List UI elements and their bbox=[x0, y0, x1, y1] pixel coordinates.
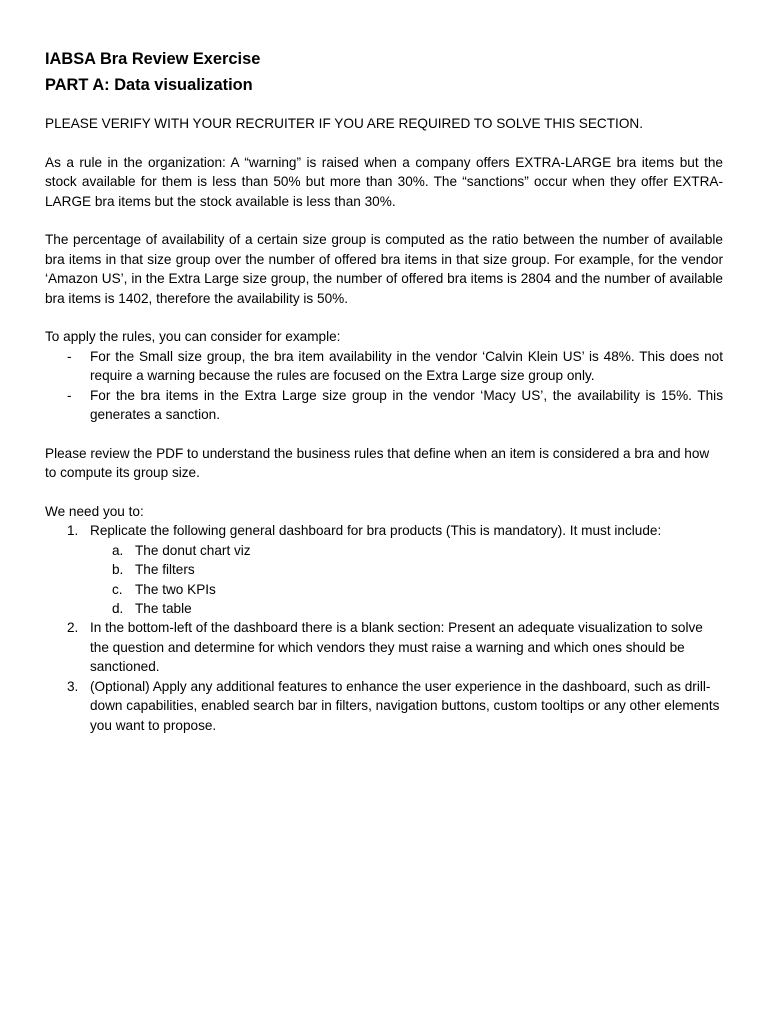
apply-intro: To apply the rules, you can consider for example: bbox=[45, 329, 341, 345]
pdf-paragraph: Please review the PDF to understand the business rules that define when an item is considered a bra and how to compute its group size. bbox=[45, 445, 710, 481]
rule-paragraph: As a rule in the organization: A “warning” is raised when a company offers EXTRA-LARGE bra items but the stock available for them is less than 50% but more than 30%. The “sanctions” occur when they offer EXTRA-LARGE bra items but the stock available is less than 30%. bbox=[45, 154, 723, 209]
examples-list bbox=[45, 347, 723, 425]
list-item bbox=[90, 580, 723, 599]
list-item-text: The two KPIs bbox=[135, 581, 216, 597]
list-marker: a. bbox=[112, 542, 124, 558]
document-title: IABSA Bra Review Exercise bbox=[45, 50, 261, 68]
list-item bbox=[45, 521, 723, 618]
list-item bbox=[90, 599, 723, 618]
list-marker: 2. bbox=[67, 620, 79, 636]
list-marker: 1. bbox=[67, 523, 79, 539]
list-marker: 3. bbox=[67, 678, 79, 694]
list-marker: - bbox=[67, 387, 72, 403]
list-item bbox=[45, 347, 723, 386]
list-item-text: (Optional) Apply any additional features to enhance the user experience in the dashboard, such as drill-down capabilities, enabled search bar in filters, navigation buttons, custom tooltips or any other elements you want to propose. bbox=[90, 678, 720, 733]
need-intro: We need you to: bbox=[45, 504, 144, 520]
subtasks-list bbox=[90, 541, 723, 619]
list-item bbox=[45, 386, 723, 425]
list-marker: b. bbox=[112, 562, 124, 578]
list-item-text: The donut chart viz bbox=[135, 542, 251, 558]
list-item-text: The filters bbox=[135, 562, 195, 578]
list-item-text: The table bbox=[135, 601, 192, 617]
list-item-text: For the Small size group, the bra item availability in the vendor ‘Calvin Klein US’ is 48%. This does not require a warning because the rules are focused on the Extra Large size group only. bbox=[90, 348, 723, 384]
list-item-text: Replicate the following general dashboard for bra products (This is mandatory). It must include: bbox=[90, 523, 662, 539]
percentage-paragraph: The percentage of availability of a certain size group is computed as the ratio between the number of available bra items in that size group over the number of offered bra items in that size group. For example, for the vendor ‘Amazon US’, in the Extra Large size group, the number of offered bra items is 2804 and the number of available bra items is 1402, therefore the availability is 50%. bbox=[45, 232, 723, 306]
list-item bbox=[45, 677, 723, 735]
document-page bbox=[45, 46, 723, 735]
list-item bbox=[45, 618, 723, 676]
verify-notice: PLEASE VERIFY WITH YOUR RECRUITER IF YOU ARE REQUIRED TO SOLVE THIS SECTION. bbox=[45, 116, 643, 131]
list-item bbox=[90, 541, 723, 560]
list-marker: d. bbox=[112, 601, 124, 617]
list-marker: - bbox=[67, 348, 72, 364]
section-title: PART A: Data visualization bbox=[45, 76, 253, 94]
list-item bbox=[90, 560, 723, 579]
list-item-text: For the bra items in the Extra Large size group in the vendor ‘Macy US’, the availability is 15%. This generates a sanction. bbox=[90, 387, 723, 423]
list-marker: c. bbox=[112, 581, 123, 597]
list-item-text: In the bottom-left of the dashboard there is a blank section: Present an adequate visualization to solve the question and determine for which vendors they must raise a warning and which ones should be sanctioned. bbox=[90, 620, 703, 675]
tasks-list bbox=[45, 521, 723, 734]
